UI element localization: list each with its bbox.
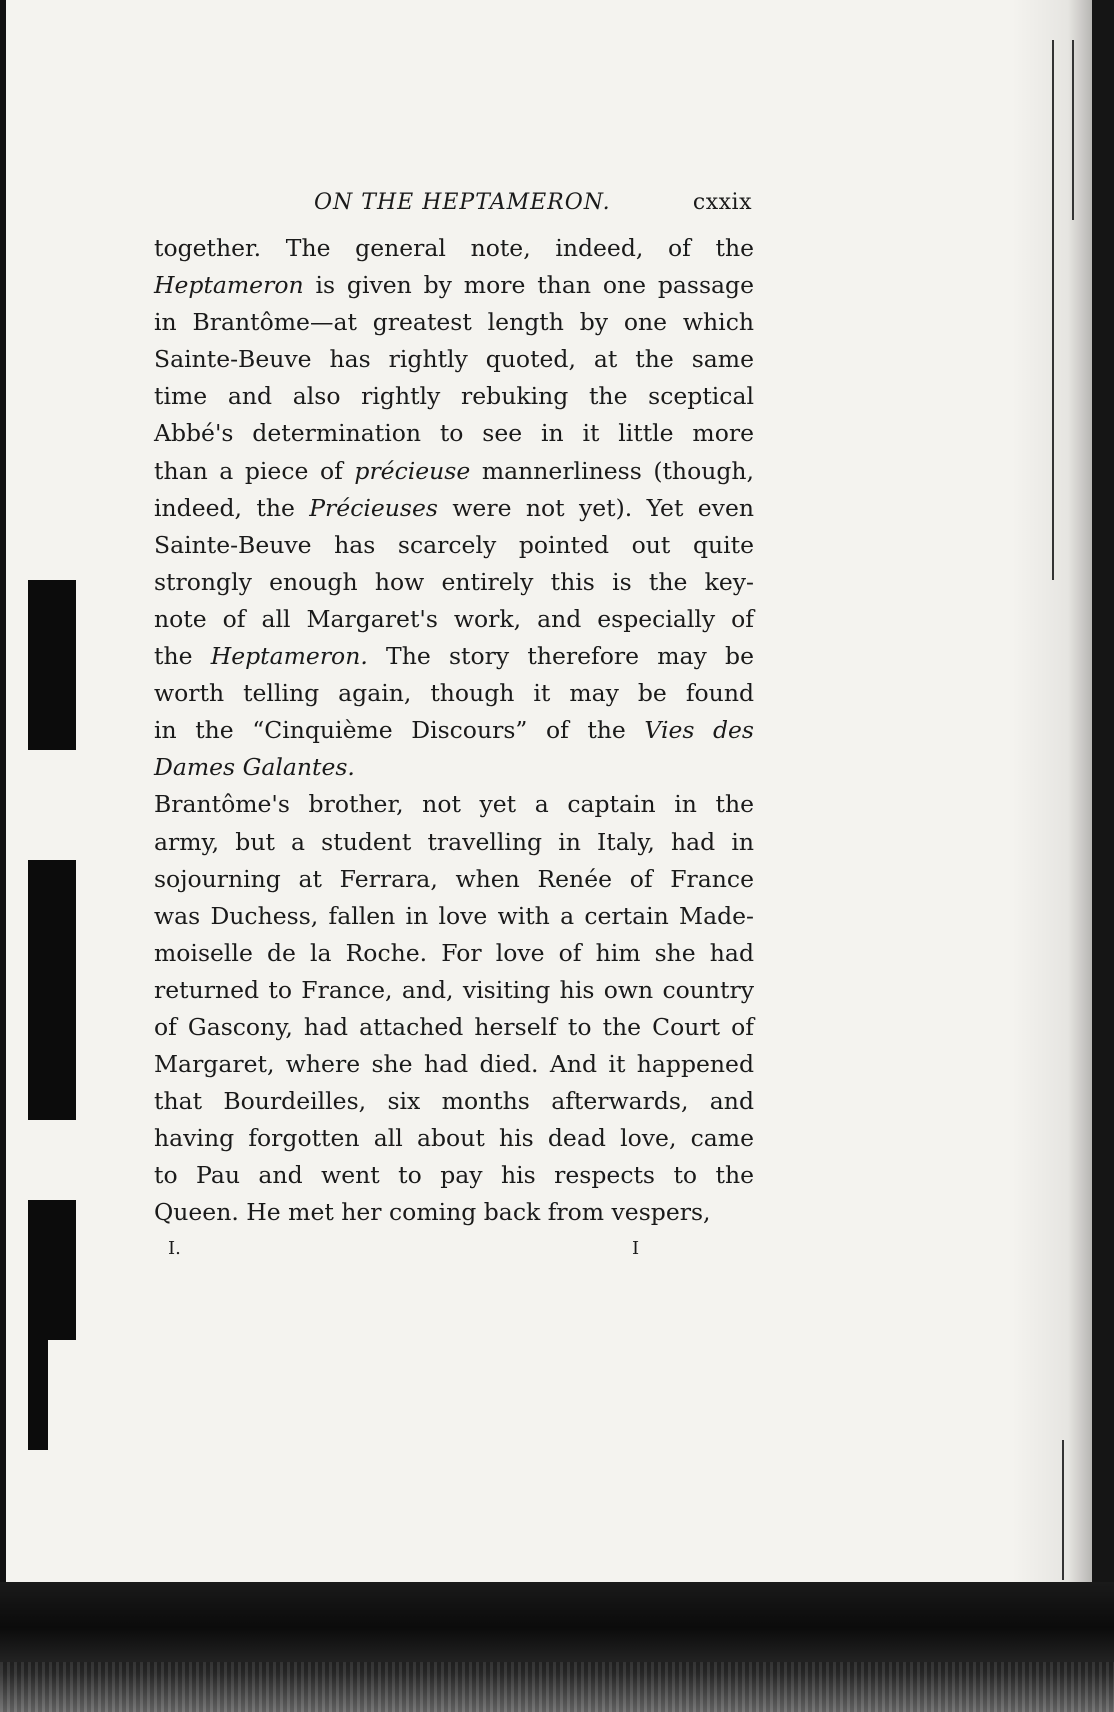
italic-text: Vies des — [644, 716, 754, 745]
running-head — [154, 184, 754, 224]
text-line — [154, 1120, 754, 1157]
right-margin-line-3 — [1062, 1440, 1064, 1580]
text-line — [154, 453, 754, 490]
text-line — [154, 972, 754, 1009]
text-segment: strongly enough how entirely this is the key- — [154, 567, 754, 596]
text-segment: returned to France, and, visiting his own country — [154, 975, 754, 1004]
paragraph — [154, 786, 754, 1231]
text-line — [154, 267, 754, 304]
right-margin-line-2 — [1072, 40, 1074, 220]
text-segment: The story therefore may be — [367, 642, 754, 671]
page-right-edge — [1092, 0, 1114, 1712]
text-line — [154, 824, 754, 861]
left-margin-shadow — [20, 560, 84, 1460]
text-line — [154, 378, 754, 415]
running-title: ON THE HEPTAMERON. — [314, 190, 611, 215]
page-bottom-noise — [0, 1662, 1114, 1712]
text-segment: were not yet). Yet even — [437, 493, 754, 522]
italic-text: Précieuses — [309, 493, 438, 522]
text-line — [154, 415, 754, 452]
text-segment: moiselle de la Roche. For love of him she had — [154, 938, 754, 967]
text-segment: than a piece of — [154, 456, 355, 485]
text-line — [154, 1046, 754, 1083]
book-page — [154, 184, 754, 1274]
text-segment: army, but a student travelling in Italy, had in — [154, 827, 754, 856]
paragraph — [154, 230, 754, 786]
page-number: cxxix — [692, 190, 752, 215]
text-line — [154, 564, 754, 601]
italic-text: Dames Galantes. — [154, 753, 355, 782]
text-segment: that Bourdeilles, six months afterwards, and — [154, 1087, 754, 1116]
text-segment: the — [154, 642, 211, 671]
text-line — [154, 1009, 754, 1046]
text-line — [154, 1194, 754, 1231]
text-segment: indeed, the — [154, 493, 310, 522]
text-segment: Sainte-Beuve has rightly quoted, at the same — [154, 345, 754, 374]
italic-text: précieuse — [354, 456, 471, 485]
text-line — [154, 749, 754, 786]
text-segment: was Duchess, fallen in love with a certain Made- — [154, 901, 754, 930]
text-line — [154, 304, 754, 341]
italic-text: Heptameron — [154, 271, 304, 300]
text-line — [154, 230, 754, 267]
shadow-block-4 — [28, 1340, 48, 1450]
text-line — [154, 527, 754, 564]
text-segment: mannerliness (though, — [470, 456, 754, 485]
text-segment: of Gascony, had attached herself to the Court of — [154, 1012, 754, 1041]
text-segment: note of all Margaret's work, and especially of — [154, 604, 754, 633]
body-text — [154, 230, 754, 1232]
text-segment: Queen. He met her coming back from vespers, — [154, 1198, 711, 1227]
text-line — [154, 861, 754, 898]
text-line — [154, 935, 754, 972]
text-line — [154, 601, 754, 638]
text-segment: together. The general note, indeed, of the — [154, 234, 754, 262]
text-segment: in the “Cinquième Discours” of the — [154, 716, 645, 745]
text-line — [154, 675, 754, 712]
text-line — [154, 1083, 754, 1120]
signature-mark-right: I — [632, 1237, 640, 1259]
text-line — [154, 712, 754, 749]
text-line — [154, 786, 754, 823]
shadow-block-3 — [28, 1200, 76, 1340]
right-margin-line-1 — [1052, 40, 1054, 580]
text-segment: having forgotten all about his dead love, came — [154, 1124, 754, 1153]
text-segment: worth telling again, though it may be found — [154, 679, 754, 708]
italic-text: Heptameron. — [210, 642, 368, 671]
text-segment: to Pau and went to pay his respects to the — [154, 1161, 754, 1190]
text-segment: Sainte-Beuve has scarcely pointed out quite — [154, 530, 754, 559]
text-segment: is given by more than one passage — [303, 271, 754, 300]
text-segment: sojourning at Ferrara, when Renée of France — [154, 864, 754, 893]
shadow-block-1 — [28, 580, 76, 750]
page-left-edge — [0, 0, 6, 1712]
text-segment: time and also rightly rebuking the sceptical — [154, 382, 754, 411]
shadow-block-2 — [28, 860, 76, 1120]
text-line — [154, 898, 754, 935]
signature-line — [154, 1234, 754, 1274]
text-segment: Abbé's determination to see in it little more — [154, 419, 754, 448]
text-line — [154, 341, 754, 378]
text-line — [154, 490, 754, 527]
text-segment: Brantôme's brother, not yet a captain in the — [154, 790, 754, 819]
text-segment: in Brantôme—at greatest length by one which — [154, 308, 754, 337]
text-line — [154, 638, 754, 675]
text-segment: Margaret, where she had died. And it happened — [154, 1050, 754, 1079]
signature-mark-left: I. — [168, 1237, 181, 1259]
text-line — [154, 1157, 754, 1194]
